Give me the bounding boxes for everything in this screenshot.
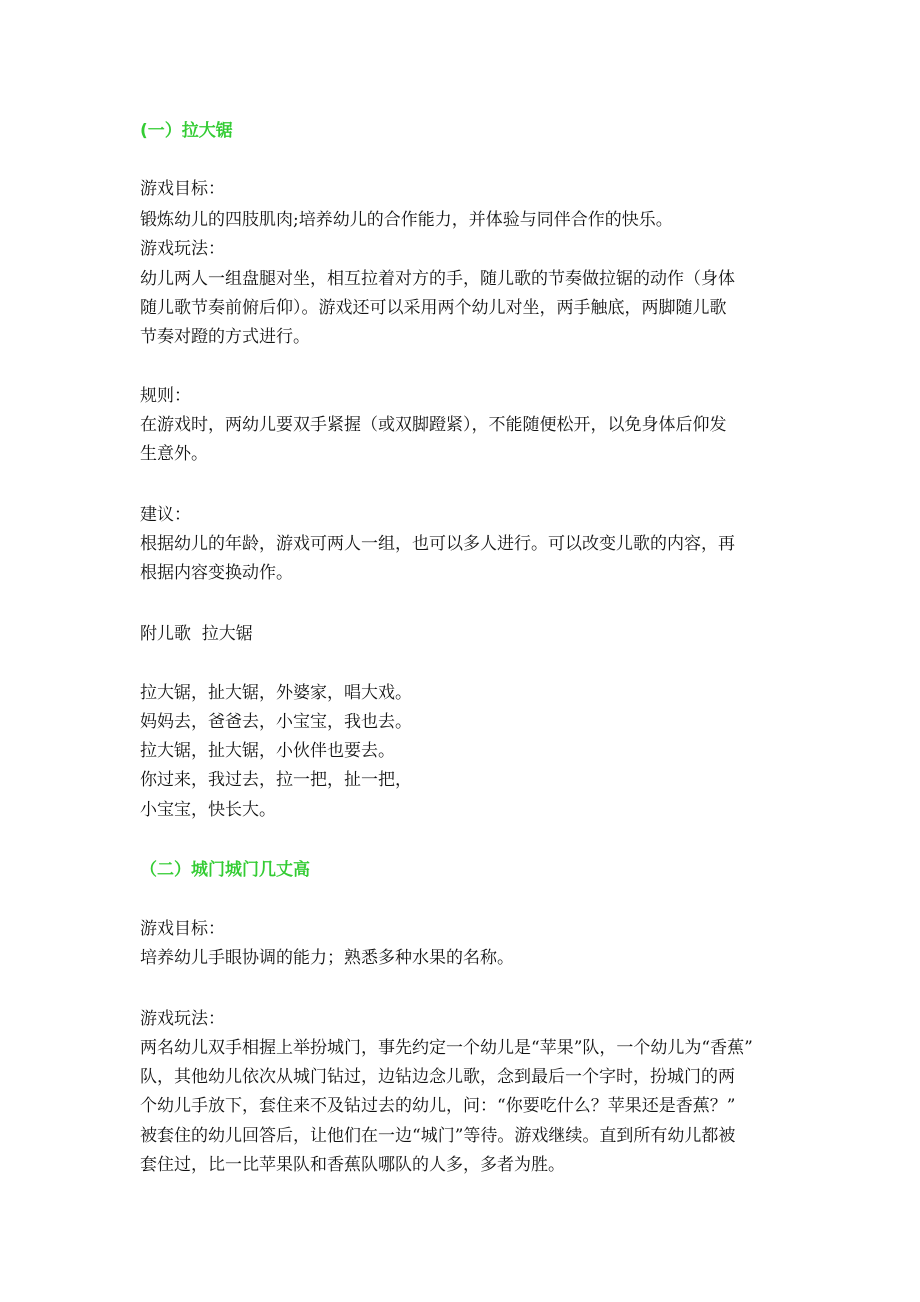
- section-1-advice-line: 根据内容变换动作。: [140, 563, 293, 583]
- section-1-rules-line: 生意外。: [140, 444, 208, 464]
- section-1-play-label: 游戏玩法：: [140, 239, 225, 259]
- section-1-advice-label: 建议：: [140, 505, 191, 525]
- section-2-play-line: 被套住的幼儿回答后，让他们在一边“城门”等待。游戏继续。直到所有幼儿都被: [140, 1126, 736, 1146]
- section-1-rules-line: 在游戏时，两幼儿要双手紧握（或双脚蹬紧），不能随便松开，以免身体后仰发: [140, 415, 727, 435]
- section-1-goal-text: 锻炼幼儿的四肢肌肉;培养幼儿的合作能力，并体验与同伴合作的快乐。: [140, 210, 673, 230]
- song-line: 小宝宝，快长大。: [140, 800, 276, 820]
- section-1-title: (一）拉大锯: [140, 121, 233, 141]
- song-line: 拉大锯，扯大锯，外婆家，唱大戏。: [140, 683, 412, 703]
- section-2-goal-label: 游戏目标：: [140, 919, 225, 939]
- song-title: 附儿歌 拉大锯: [140, 624, 253, 644]
- section-1-advice-line: 根据幼儿的年龄，游戏可两人一组，也可以多人进行。可以改变儿歌的内容，再: [140, 534, 735, 554]
- section-1-goal-label: 游戏目标：: [140, 179, 225, 199]
- section-2-title: （二）城门城门几丈高: [140, 860, 310, 880]
- section-2-play-label: 游戏玩法：: [140, 1009, 225, 1029]
- section-2-play-line: 个幼儿手放下，套住来不及钻过去的幼儿，问：“你要吃什么？苹果还是香蕉？”: [140, 1096, 736, 1116]
- section-2-play-line: 两名幼儿双手相握上举扮城门，事先约定一个幼儿是“苹果”队，一个幼儿为“香蕉”: [140, 1038, 753, 1058]
- section-1-play-line: 幼儿两人一组盘腿对坐，相互拉着对方的手，随儿歌的节奏做拉锯的动作（身体: [140, 269, 735, 289]
- section-2-play-line: 队，其他幼儿依次从城门钻过，边钻边念儿歌，念到最后一个字时，扮城门的两: [140, 1067, 735, 1087]
- song-line: 你过来，我过去，拉一把，扯一把，: [140, 770, 412, 790]
- section-1-play-line: 节奏对蹬的方式进行。: [140, 327, 310, 347]
- section-2-goal-text: 培养幼儿手眼协调的能力；熟悉多种水果的名称。: [140, 948, 514, 968]
- section-2-play-line: 套住过，比一比苹果队和香蕉队哪队的人多，多者为胜。: [140, 1155, 565, 1175]
- section-1-play-line: 随儿歌节奏前俯后仰）。游戏还可以采用两个幼儿对坐，两手触底，两脚随儿歌: [140, 298, 727, 318]
- song-line: 拉大锯，扯大锯，小伙伴也要去。: [140, 741, 395, 761]
- song-line: 妈妈去，爸爸去，小宝宝，我也去。: [140, 712, 412, 732]
- section-1-rules-label: 规则：: [140, 386, 191, 406]
